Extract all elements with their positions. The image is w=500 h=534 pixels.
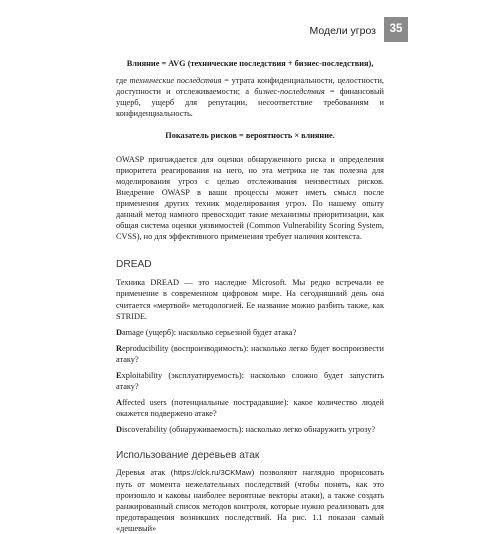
dread-letter: D (116, 425, 122, 435)
attack-trees-paragraph (116, 467, 384, 534)
risk-formula: Показатель рисков = вероятность × влияние. (165, 131, 335, 141)
dread-item-text: amage (ущерб): насколько серьезной будет атака? (122, 327, 297, 337)
dread-item-reproducibility (116, 343, 384, 365)
term-business-impact: бизнес-последствия (254, 87, 325, 97)
dread-item-damage (116, 327, 384, 338)
dread-intro: Техника DREAD — это наследие Microsoft. Мы редко встречали ее применение в современном цифровом мире. На сегодняшний день она считается «мертвой» методологией. Ее название можно разбить также, как STRIDE. (116, 278, 384, 321)
definition-text-2: = утрата конфиденциальности, целостности, доступности и отслеживаемости; а (116, 76, 384, 97)
dread-item-text: iscoverability (обнаруживаемость): насколько легко обнаружить угрозу? (122, 425, 376, 435)
term-technical-impact: технические последствия (129, 76, 222, 86)
dread-letter: A (116, 398, 122, 408)
dread-letter: D (116, 327, 122, 337)
page-number-badge: 35 (384, 17, 408, 42)
section-heading-dread: DREAD (116, 259, 152, 271)
section-heading-attack-trees: Использование деревьев атак (116, 450, 260, 462)
definition-text-3: = финансовый ущерб, ущерб для репутации, несоответствие требованиям и конфиденциальность. (116, 87, 384, 119)
page-body (116, 58, 384, 534)
formula-definition (116, 75, 384, 119)
attack-trees-text-1: Деревья атак ( (116, 468, 174, 478)
dread-item-text: eproducibility (воспроизводимость): насколько легко будет воспроизвести атаку? (116, 343, 384, 364)
attack-trees-link[interactable]: https://clck.ru/3CKMaw (173, 468, 252, 478)
dread-item-text: xploitability (эксплуатируемость): насколько сложно будет запустить атаку? (116, 370, 384, 392)
dread-letter: R (116, 343, 122, 353)
definition-text-1: где (116, 76, 130, 86)
dread-item-discoverability (116, 424, 384, 435)
dread-item-affected-users (116, 397, 384, 419)
owasp-paragraph: OWASP пригождается для оценки обнаруженного риска и определения приоритета реагирования на него, но эта метрика не так полезна для моделирования угроз с целью отслеживания неизвестных рисков. Внедрение OWASP в ваши процессы может иметь смысл после применения других техник моделирования угроз. По нашему опыту данный метод намного превосходит такие механизмы приоритизации, как общая система оценки уязвимостей (Common Vulnerability Scoring System, CVSS), но для эффективного применения требует наличия контекста. (116, 154, 384, 242)
impact-formula: Влияние = AVG (технические последствия + бизнес-последствия), (126, 59, 374, 68)
chapter-running-title: Модели угроз (309, 25, 376, 37)
dread-item-exploitability (116, 370, 384, 392)
attack-trees-text-2: ) позволяют наглядно прорисовать путь от момента нежелательных последствий (чтобы понять, как это произошло и каковы наиболее вероятные векторы атаки), а также создать ранжированный список методов контроля, которые нужно реализовать для предотвращения возникших последствий. На рис. 1.1 показан самый «дешевый» (116, 468, 384, 533)
dread-letter: E (116, 370, 122, 380)
dread-item-text: ffected users (потенциальные пострадавшие): какое количество людей окажется подвержено атаке? (116, 398, 384, 419)
